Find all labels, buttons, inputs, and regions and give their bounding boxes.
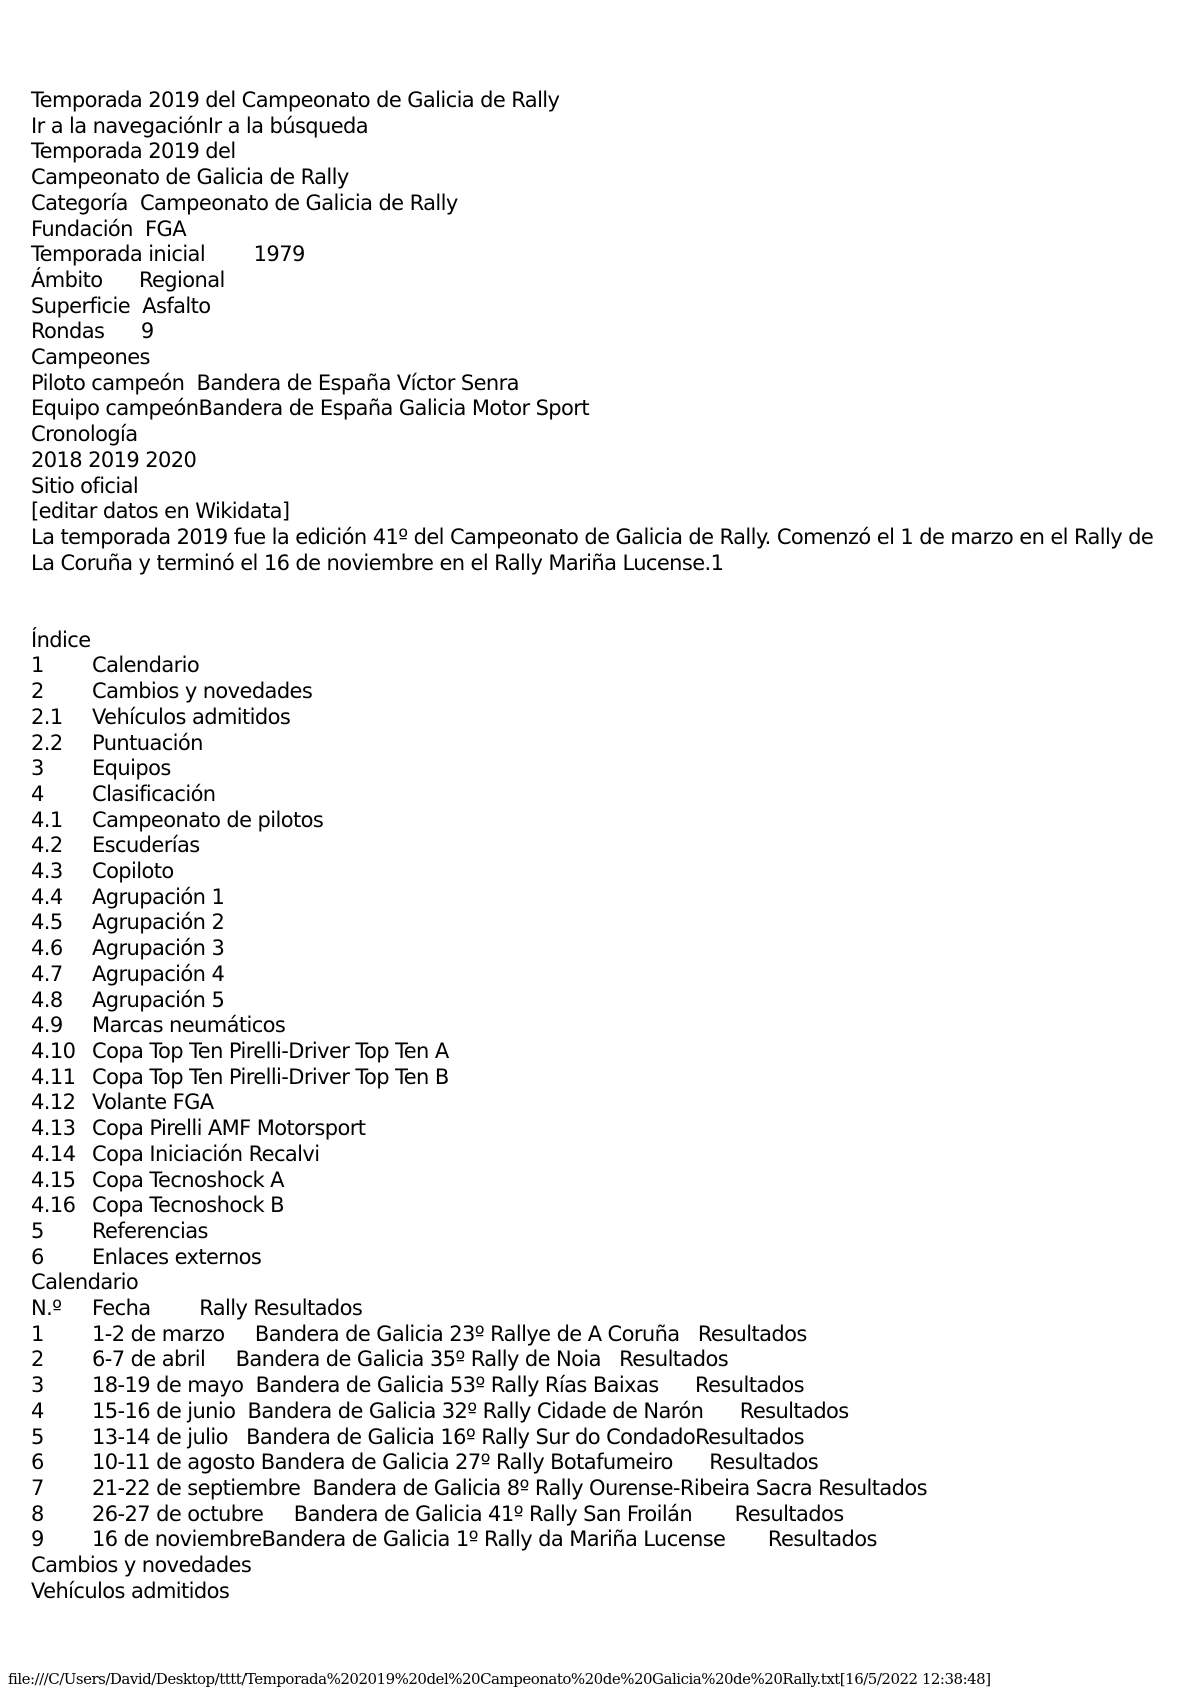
sections-after [31,1553,1171,1604]
toc-number: 4.15 [31,1167,76,1192]
toc-number: 6 [31,1244,44,1269]
results-link[interactable]: Resultados [697,1321,807,1346]
toc-label[interactable]: Calendario [92,653,200,678]
rally-name[interactable]: Bandera de Galicia 35º Rally de Noia [235,1347,601,1372]
toc-label[interactable]: Copa Pirelli AMF Motorsport [92,1116,366,1141]
results-link[interactable]: Resultados [818,1475,927,1500]
toc-number: 4.10 [31,1039,76,1063]
toc-item[interactable] [31,1013,1171,1039]
toc-item[interactable] [31,1219,1171,1245]
round-number: 5 [31,1424,44,1449]
toc-label[interactable]: Copa Top Ten Pirelli-Driver Top Ten A [92,1039,449,1063]
infobox-row [31,191,1171,217]
round-number: 4 [31,1398,44,1423]
section-heading: Vehículos admitidos [31,1578,230,1603]
round-date: 10-11 de agosto [92,1450,255,1475]
results-link[interactable]: Resultados [695,1373,804,1398]
chronology-years[interactable]: 2018 2019 2020 [31,447,197,472]
toc-number: 4.5 [31,910,63,935]
toc-number: 2.2 [31,730,63,755]
results-link[interactable]: Resultados [734,1501,844,1526]
results-link[interactable]: Resultados [767,1527,877,1552]
toc-number: 4.11 [31,1064,76,1089]
table-row [31,1322,1171,1348]
infobox-row [31,242,1171,268]
toc-number: 1 [31,653,44,678]
toc-number: 4.9 [31,1013,63,1038]
toc-label[interactable]: Agrupación 4 [92,961,225,986]
rally-name[interactable]: Bandera de Galicia 53º Rally Rías Baixas [255,1373,659,1398]
toc-label[interactable]: Agrupación 3 [92,936,225,961]
results-link[interactable]: Resultados [709,1450,819,1475]
toc-number: 4.7 [31,961,63,986]
toc-label[interactable]: Volante FGA [92,1090,214,1115]
infobox-value: 1979 [253,242,305,267]
infobox-label: Temporada inicial [31,242,206,267]
round-date: 15-16 de junio [92,1398,236,1423]
infobox-row [31,319,1171,345]
official-site-link[interactable]: Sitio oficial [31,473,139,498]
rally-name[interactable]: Bandera de Galicia 1º Rally da Mariña Lucense [261,1527,726,1552]
edit-wikidata-link[interactable]: [editar datos en Wikidata] [31,499,290,524]
spacer [31,576,1171,627]
toc-number: 2 [31,679,44,704]
skip-links[interactable]: Ir a la navegaciónIr a la búsqueda [31,113,369,138]
results-link[interactable]: Resultados [695,1424,804,1449]
toc-list [31,653,1171,1270]
header-num: N.º [31,1296,62,1321]
toc-label[interactable]: Copa Tecnoshock A [92,1167,284,1192]
toc-label[interactable]: Copa Tecnoshock B [92,1193,284,1218]
toc-number: 2.1 [31,704,63,729]
infobox-label: Categoría [31,190,128,215]
round-number: 3 [31,1373,44,1398]
toc-item[interactable] [31,1090,1171,1116]
document-body [31,88,1171,1604]
toc-label[interactable]: Referencias [92,1218,208,1243]
toc-item[interactable] [31,1245,1171,1271]
toc-item[interactable] [31,808,1171,834]
calendar-heading: Calendario [31,1270,139,1295]
champions-heading: Campeones [31,345,150,370]
toc-label[interactable]: Marcas neumáticos [92,1013,286,1038]
rally-name[interactable]: Bandera de Galicia 23º Rallye de A Coruña [254,1321,680,1346]
round-date: 16 de noviembre [92,1527,262,1552]
infobox-label: Superficie [31,293,131,318]
round-date: 1-2 de marzo [92,1321,225,1346]
toc-label[interactable]: Escuderías [92,833,200,858]
infobox-row [31,396,1171,422]
section-heading: Cambios y novedades [31,1553,252,1578]
toc-label[interactable]: Copiloto [92,859,174,884]
toc-item[interactable] [31,731,1171,757]
toc-item[interactable] [31,705,1171,731]
toc-label[interactable]: Puntuación [92,730,203,755]
round-date: 6-7 de abril [92,1347,206,1372]
table-row [31,1502,1171,1528]
table-of-contents [31,628,1171,1271]
header-results: Resultados [253,1296,363,1321]
header-date: Fecha [92,1296,151,1321]
toc-item[interactable] [31,1142,1171,1168]
toc-item[interactable] [31,679,1171,705]
calendar-rows [31,1322,1171,1553]
toc-label[interactable]: Campeonato de pilotos [92,807,324,832]
toc-label[interactable]: Agrupación 5 [92,987,225,1012]
infobox-label: Fundación [31,216,133,241]
toc-label[interactable]: Agrupación 2 [92,910,225,935]
round-date: 13-14 de julio [92,1424,228,1449]
infobox-rows [31,191,1171,345]
rally-name[interactable]: Bandera de Galicia 41º Rally San Froilán [293,1501,693,1526]
round-number: 1 [31,1321,44,1346]
round-number: 9 [31,1527,44,1552]
intro-paragraph: La temporada 2019 fue la edición 41º del Campeonato de Galicia de Rally. Comenzó el 1 de marzo en el Rally de La Coruña y terminó el 16 de noviembre en el Rally Mariña Lucense.1 [31,524,1154,575]
header-rally: Rally [199,1296,248,1321]
toc-item[interactable] [31,1168,1171,1194]
infobox-label: Ámbito [31,267,103,292]
infobox-value: Bandera de España Víctor Senra [196,370,519,395]
toc-number: 4.3 [31,859,63,884]
toc-number: 3 [31,756,44,781]
toc-label[interactable]: Vehículos admitidos [92,704,291,729]
rally-name[interactable]: Bandera de Galicia 32º Rally Cidade de Narón [247,1398,704,1423]
results-link[interactable]: Resultados [739,1398,849,1423]
toc-item[interactable] [31,782,1171,808]
toc-item[interactable] [31,1193,1171,1219]
toc-number: 4.8 [31,987,63,1012]
toc-label[interactable]: Copa Iniciación Recalvi [92,1141,320,1166]
toc-heading: Índice [31,627,91,652]
toc-label[interactable]: Enlaces externos [92,1244,262,1269]
toc-item[interactable] [31,1039,1171,1065]
calendar-section [31,1270,1171,1553]
toc-item[interactable] [31,910,1171,936]
table-row [31,1476,1171,1502]
calendar-header-row [31,1296,1171,1322]
table-row [31,1373,1171,1399]
toc-number: 5 [31,1218,44,1243]
toc-number: 4.2 [31,833,63,858]
infobox-label: Rondas [31,319,105,344]
toc-number: 4.4 [31,884,63,909]
infobox-value: Bandera de España Galicia Motor Sport [198,396,589,421]
table-row [31,1425,1171,1451]
toc-number: 4.12 [31,1090,76,1115]
toc-number: 4.14 [31,1141,76,1166]
round-number: 8 [31,1501,44,1526]
infobox-row [31,268,1171,294]
toc-item[interactable] [31,885,1171,911]
infobox-row [31,217,1171,243]
rally-name[interactable]: Bandera de Galicia 27º Rally Botafumeiro [260,1450,673,1475]
toc-number: 4.13 [31,1116,76,1141]
toc-item[interactable] [31,859,1171,885]
infobox-value: Asfalto [142,293,211,318]
page-title: Temporada 2019 del Campeonato de Galicia de Rally [31,88,560,112]
table-row [31,1347,1171,1373]
infobox-label: Piloto campeón [31,370,185,395]
infobox-title-line2: Campeonato de Galicia de Rally [31,165,349,190]
round-date: 18-19 de mayo [92,1373,244,1398]
infobox-title-line1: Temporada 2019 del [31,139,236,164]
toc-item[interactable] [31,756,1171,782]
table-row [31,1527,1171,1553]
file-path-footer: file:///C/Users/David/Desktop/tttt/Temporada%202019%20del%20Campeonato%20de%20Galicia%20de%20Rally.txt[16/5/2022 12:38:48] [8,1670,991,1688]
toc-number: 4 [31,781,44,806]
round-number: 2 [31,1347,44,1372]
infobox-value: Campeonato de Galicia de Rally [139,190,458,215]
toc-item[interactable] [31,833,1171,859]
toc-number: 4.1 [31,807,63,832]
results-link[interactable]: Resultados [619,1347,729,1372]
infobox-value: 9 [140,319,154,344]
toc-number: 4.6 [31,936,63,961]
table-row [31,1399,1171,1425]
rally-name[interactable]: Bandera de Galicia 8º Rally Ourense-Ribeira Sacra [312,1475,813,1500]
infobox [31,139,1171,525]
round-number: 6 [31,1450,44,1475]
infobox-value: FGA [145,216,186,241]
table-row [31,1450,1171,1476]
champion-rows [31,371,1171,422]
toc-label[interactable]: Copa Top Ten Pirelli-Driver Top Ten B [92,1064,449,1089]
toc-item[interactable] [31,653,1171,679]
toc-item[interactable] [31,962,1171,988]
infobox-label: Equipo campeón [31,396,199,421]
round-number: 7 [31,1475,44,1500]
toc-label[interactable]: Cambios y novedades [92,679,313,704]
toc-label[interactable]: Clasificación [92,781,216,806]
toc-item[interactable] [31,988,1171,1014]
toc-number: 4.16 [31,1193,76,1218]
toc-item[interactable] [31,936,1171,962]
rally-name[interactable]: Bandera de Galicia 16º Rally Sur do Condado [246,1424,696,1449]
round-date: 26-27 de octubre [92,1501,264,1526]
round-date: 21-22 de septiembre [92,1475,301,1500]
toc-item[interactable] [31,1065,1171,1091]
toc-label[interactable]: Equipos [92,756,171,781]
infobox-row [31,371,1171,397]
infobox-value: Regional [138,267,225,292]
infobox-row [31,294,1171,320]
toc-item[interactable] [31,1116,1171,1142]
chronology-heading: Cronología [31,422,138,447]
toc-label[interactable]: Agrupación 1 [92,884,225,909]
